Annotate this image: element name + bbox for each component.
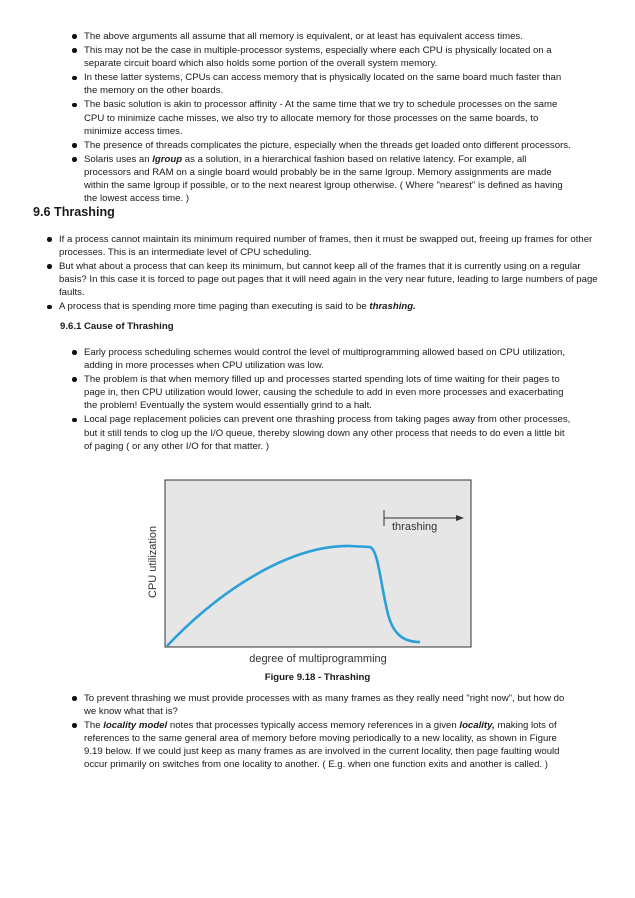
list-item: [84, 44, 574, 70]
locality-bullet-list: [84, 692, 574, 772]
plot-area: [165, 480, 471, 647]
bullet-text: In these latter systems, CPUs can access memory that is physically located on the same board much faster than the memory on the other boards.: [84, 72, 562, 97]
list-item: [84, 153, 574, 205]
cause-bullet-list: [84, 346, 574, 453]
bullet-text: To prevent thrashing we must provide processes with as many frames as they really need "right now", but how do we know what that is?: [84, 693, 565, 718]
bullet-text: making lots of references to the same general area of memory before moving periodically to a new locality, as shown in Figure 9.19 below. If we could just keep as many frames as are involved in the current locality, then page faulting would occur primarily on switches from one locality to another. ( E.g. when one function exits and another is called. ): [84, 720, 560, 771]
list-item: [84, 71, 574, 97]
bullet-text: This may not be the case in multiple-processor systems, especially where each CPU is physically located on a separate circuit board which also holds some portion of the overall system memory.: [84, 45, 552, 70]
thrashing-term: thrashing.: [369, 301, 416, 313]
bullet-text: The: [84, 720, 104, 732]
bullet-text: as a solution, in a hierarchical fashion based on relative latency. For example, all processors and RAM on a single board would probably be in the same lgroup. Memory assignments are made within the same lgroup if possible, or to the next nearest lgroup otherwise. ( Where "nearest" is defined as having the lowest access time. ): [84, 153, 563, 205]
thrashing-bullet-list: [59, 233, 599, 314]
section-heading-thrashing: 9.6 Thrashing: [33, 205, 115, 219]
locality-term: locality,: [459, 720, 495, 732]
list-item: [59, 300, 599, 313]
figure-caption: Figure 9.18 - Thrashing: [264, 672, 371, 683]
list-item: [59, 260, 599, 299]
lgroup-term: lgroup: [152, 153, 183, 165]
bullet-text: The problem is that when memory filled up and processes started spending lots of time waiting for their pages to page in, then CPU utilization would lower, causing the schedule to add in even more processes and exacerbating the problem! Eventually the system would essentially grind to a halt.: [84, 374, 564, 412]
list-item: [84, 139, 574, 152]
list-item: [84, 346, 574, 372]
x-axis-label: degree of multiprogramming: [249, 653, 387, 665]
bullet-text: The presence of threads complicates the picture, especially when the threads get loaded onto different processors.: [84, 139, 571, 151]
list-item: [84, 98, 574, 137]
list-item: [84, 373, 574, 412]
list-item: [84, 719, 574, 771]
subsection-heading-cause: 9.6.1 Cause of Thrashing: [60, 321, 174, 332]
thrashing-diagram: [140, 470, 480, 670]
list-item: [84, 413, 574, 452]
bullet-text: But what about a process that can keep its minimum, but cannot keep all of the frames that it is currently using on a regular basis? In this case it is forced to page out pages that it will need again in the very near future, leading to large numbers of page faults.: [59, 261, 598, 299]
bullet-text: notes that processes typically access memory references in a given: [167, 720, 460, 732]
list-item: [84, 692, 574, 718]
y-axis-label: CPU utilization: [147, 525, 159, 598]
bullet-text: The basic solution is akin to processor affinity - At the same time that we try to schedule processes on the same CPU to minimize cache misses, we also try to allocate memory for those processes on the same boards, to minimize access times.: [84, 99, 558, 137]
bullet-text: The above arguments all assume that all memory is equivalent, or at least has equivalent access times.: [84, 31, 523, 42]
bullet-text: Solaris uses an: [84, 153, 153, 165]
list-item: [59, 233, 599, 259]
locality-model-term: locality model: [103, 720, 168, 732]
bullet-text: Early process scheduling schemes would control the level of multiprogramming allowed based on CPU utilization, adding in more processes when CPU utilization was low.: [84, 347, 565, 372]
bullet-text: A process that is spending more time paging than executing is said to be: [59, 301, 370, 313]
list-item: [84, 30, 574, 43]
bullet-text: If a process cannot maintain its minimum required number of frames, then it must be swapped out, freeing up frames for other processes. This is an intermediate level of CPU scheduling.: [59, 234, 593, 259]
thrashing-figure: [140, 470, 480, 670]
thrashing-annotation: thrashing: [392, 521, 438, 533]
bullet-text: Local page replacement policies can prevent one thrashing process from taking pages away from other processes, but it still tends to clog up the I/O queue, thereby slowing down any other process that needs to do even a little bit of paging ( or any other I/O for that matter. ): [84, 414, 571, 452]
intro-bullet-list: [84, 30, 574, 205]
